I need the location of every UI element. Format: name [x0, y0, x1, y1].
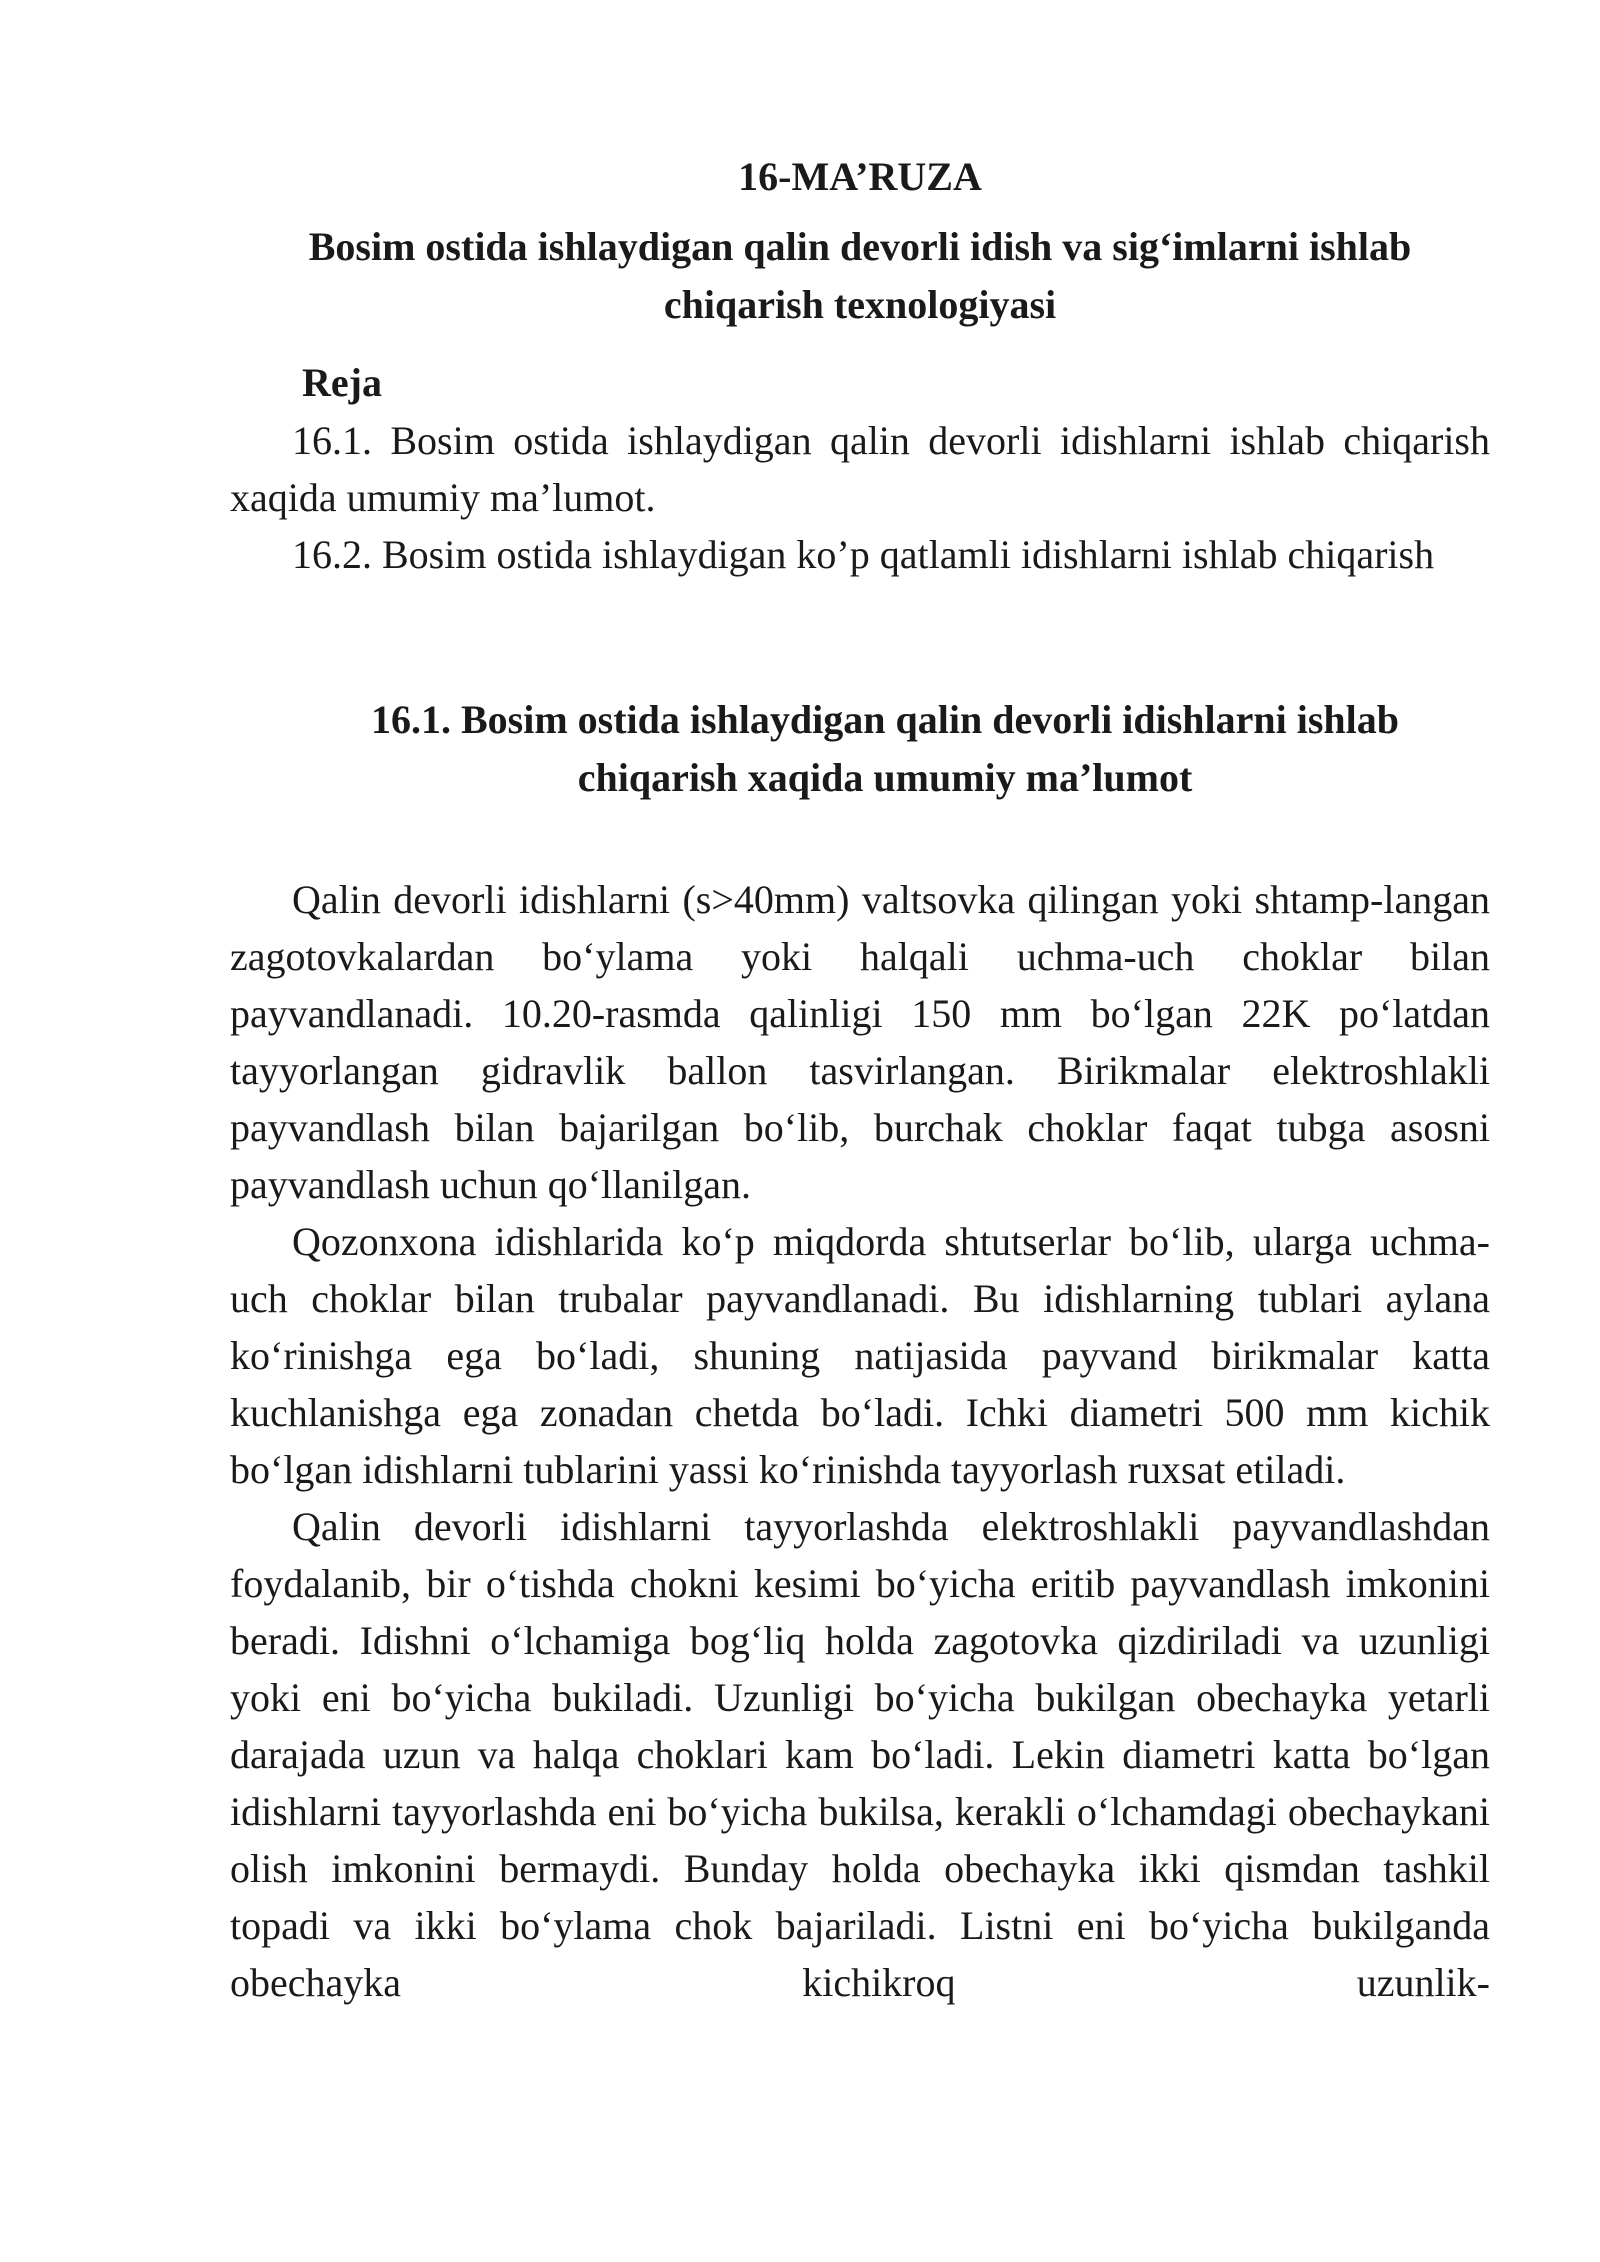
document-page [230, 150, 1490, 2011]
body-paragraph: Qalin devorli idishlarni tayyorlashda elektroshlakli payvandlashdan foydalanib, bir o‘tishda chokni kesimi bo‘yicha eritib payvandlash imkonini beradi. Idishni o‘lchamiga bog‘liq holda zagotovka qizdiriladi va uzunligi yoki eni bo‘yicha bukiladi. Uzunligi bo‘yicha bukilgan obechayka yetarli darajada uzun va halqa choklari kam bo‘ladi. Lekin diametri katta bo‘lgan idishlarni tayyorlashda eni bo‘yicha bukilsa, kerakli o‘lchamdagi obechaykani olish imkonini bermaydi. Bunday holda obechayka ikki qismdan tashkil topadi va ikki bo‘ylama chok bajariladi. Listni eni bo‘yicha bukilganda obechayka kichikroq uzunlik- [230, 1504, 1490, 2005]
body-paragraph: Qalin devorli idishlarni (s>40mm) valtsovka qilingan yoki shtamp-langan zagotovkalardan bo‘ylama yoki halqali uchma-uch choklar bilan payvandlanadi. 10.20-rasmda qalinligi 150 mm bo‘lgan 22K po‘latdan tayyorlangan gidravlik ballon tasvirlangan. Birikmalar elektroshlakli payvandlash bilan bajarilgan bo‘lib, burchak choklar faqat tubga asosni payvandlash uchun qo‘llanilgan. [230, 877, 1490, 1207]
lecture-number: 16-MA’RUZA [738, 154, 982, 199]
body-paragraph: Qozonxona idishlarida ko‘p miqdorda shtutserlar bo‘lib, ularga uchma-uch choklar bilan trubalar payvandlanadi. Bu idishlarning tublari aylana ko‘rinishga ega bo‘ladi, shuning natijasida payvand birikmalar katta kuchlanishga ega zonadan chetda bo‘ladi. Ichki diametri 500 mm kichik bo‘lgan idishlarni tublarini yassi ko‘rinishda tayyorlash ruxsat etiladi. [230, 1219, 1490, 1492]
lecture-title: Bosim ostida ishlaydigan qalin devorli idish va sig‘imlarni ishlab chiqarish texnologiyasi [308, 224, 1412, 327]
section-title: 16.1. Bosim ostida ishlaydigan qalin devorli idishlarni ishlab chiqarish xaqida umumiy ma’lumot [370, 697, 1400, 800]
plan-item: 16.1. Bosim ostida ishlaydigan qalin devorli idishlarni ishlab chiqarish xaqida umumiy ma’lumot. [230, 418, 1490, 520]
plan-item: 16.2. Bosim ostida ishlaydigan ko’p qatlamli idishlarni ishlab chiqarish [292, 532, 1435, 577]
plan-heading: Reja [302, 360, 382, 405]
